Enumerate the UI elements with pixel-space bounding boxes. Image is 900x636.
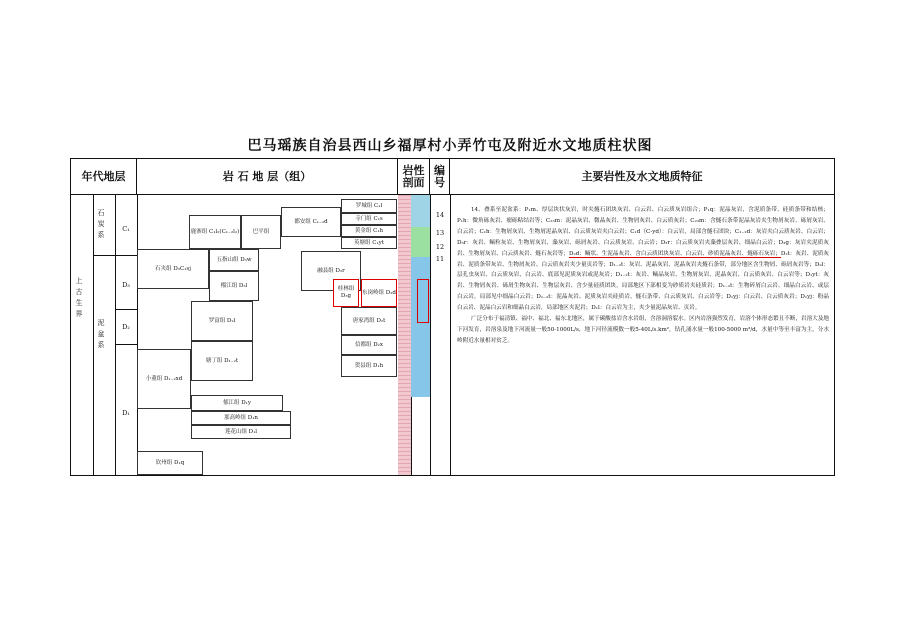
litho-block [411, 195, 430, 227]
series-d1: D₁ [122, 409, 130, 417]
formation-box: 石夹组 D₃C₁sj [137, 249, 209, 289]
formation-box: 寺门组 C₁s [341, 213, 397, 225]
features-description [457, 205, 829, 347]
formation-box: 塘丁组 D₁₋₂t [191, 341, 253, 381]
desc-rest: D₂t：灰岩、泥质灰岩、泥质条带灰岩、生物屑灰岩、白云质灰岩夹少量页岩等；D₁₋₂t：灰岩、泥晶灰岩、泥晶灰岩夹燧石条带，部分地区含生物屑、砾屑灰岩等；D₂l：层孔虫灰岩、白云质灰岩、白云岩、底部见泥质灰岩或泥灰岩；D₁₋₂t：灰岩、鲕晶灰岩、生物屑灰岩、泥晶灰岩、白云质灰岩、白云岩等；D₁yt：灰岩、生物屑灰岩、砾屑生物灰岩、生物层灰岩、含少量硅质团块，局部地区下部相变为砂质岩夹硅质岩；D₁₋₂t：生物碎屑白云岩、细晶白云岩、或层白云岩，局部见中细晶白云岩；D₁₋₂t：泥晶灰岩、泥质灰岩夹硅质岩、燧石条带、白云质灰岩、白云岩等；D₁yj：白云岩、白云质灰岩；D₁yj：粉晶白云岩、泥晶白云岩和细晶白云岩，局部地区夹泥岩；D₁l：白云岩为主，夹少量泥晶灰岩、页岩。 [457, 250, 829, 312]
formation-box: 那高岭组 D₁n [191, 411, 291, 425]
formation-box: 榴江组 D₃l [209, 271, 259, 301]
series-d2: D₂ [122, 323, 130, 331]
formation-box: 唐家湾组 D₂t [341, 307, 397, 335]
litho-block [411, 227, 430, 257]
desc-main: 14、叠系至泥盆系：P₁m、厚层块状灰岩，时夹燧石团块灰岩、白云岩、白云质灰岩组合；P₁q：泥晶灰岩，含泥质条带、硅质条带和结核；P₁h：微角砾灰岩、瘤砾粘结岩等；C₂₃m：泥晶灰岩、微晶灰岩、生物屑灰岩、白云质灰岩；C₂₃m：含燧石条带泥晶灰岩夹生物屑灰岩、砾屑灰岩、白云岩；C₁h：生物屑灰岩、生物屑泥晶灰岩、白云质灰岩夹白云岩；C₁d（C-yd）：白云岩，局部含燧石团块；C₁₋₂d：灰岩夹白云质灰岩、白云岩；D₃r：灰岩、鲕粒灰岩、生物屑灰岩、藻灰岩、砾屑灰岩、白云质灰岩、白云岩；D₃r：白云质灰岩夹藻叠层灰岩、细晶白云岩；D₃g：灰岩夹泥质灰岩、生物屑灰岩、白云质灰岩、燧石灰岩等； [457, 207, 829, 257]
desc-highlight: D₂d：鲕状、生泥晶灰岩、含白云质团块灰岩、白云岩、砂质泥晶灰岩、燧砾石灰岩； [568, 250, 781, 257]
litho-number: 12 [435, 243, 445, 251]
header-era: 年代地层 [71, 159, 137, 195]
header-lithology: 岩性 剖面 [398, 159, 430, 195]
formation-box: 郁江组 D₁y [191, 395, 283, 411]
header-features: 主要岩性及水文地质特征 [450, 159, 834, 195]
formation-box: 莲花山组 D₁l [191, 425, 291, 439]
chart-title: 巴马瑶族自治县西山乡福厚村小弄竹屯及附近水文地质柱状图 [247, 138, 653, 154]
formation-box: 罗城组 C₁l [341, 199, 397, 213]
formation-box: 都安组 C₁₋₂d [281, 207, 341, 237]
litho-highlight [417, 279, 429, 323]
series-c1: C₁ [122, 225, 130, 233]
header-number: 编 号 [430, 159, 450, 195]
formation-box: 小董组 D₁₋₂xd [137, 349, 191, 409]
formation-box: 融县组 D₃r [301, 251, 361, 291]
formation-box: 钦州组 D₁q [137, 451, 203, 475]
litho-number: 14 [435, 211, 445, 219]
formation-box: 黄金组 C₁h [341, 225, 397, 237]
litho-number: 13 [435, 229, 445, 237]
header-rock-formation: 岩 石 地 层（组） [137, 159, 398, 195]
system-carboniferous: 石炭系 [97, 209, 105, 242]
formation-box: 鹿寨组 C₁l₂(C₁₋₂l₂) [189, 215, 241, 249]
formation-box-highlight: 东岗岭组 D₂d [361, 279, 397, 307]
system-devonian: 泥盆系 [97, 319, 105, 352]
stratigraphic-column-sheet [70, 158, 835, 476]
desc-hydrology: 广泛分布于福清镇、福中、福北、福东北地区，属于碳酸盐岩含水岩组，含溶洞溶裂水。区内岩溶强烈发育，岩溶个体形态繁且不断，岩溶大及地下河发育，岩溶泉及地下河流量一般50-1000L/s，地下河径流模数一般5-40L/s.km²，钻孔涌水量一般100-5000 m³/d，水量中等至丰富为主，分水岭附近水量相对贫乏。 [457, 316, 830, 344]
formation-box: 五指山组 D₃w [209, 249, 259, 271]
formation-box: 贺县组 D₁h [341, 355, 397, 377]
formation-box: 巴平组 [241, 215, 281, 249]
erathem-label: 上古生界 [75, 277, 83, 321]
litho-number: 11 [435, 255, 445, 263]
formation-box: 信都组 D₂x [341, 335, 397, 355]
lithology-pattern-strip [398, 195, 411, 475]
formation-box: 罗富组 D₂l [191, 301, 253, 341]
series-d3: D₃ [122, 281, 130, 289]
litho-block [411, 257, 430, 397]
formation-box: 英塘组 C₁yt [341, 237, 397, 249]
formation-box-highlight: 桂林组 D₃g [333, 279, 359, 307]
